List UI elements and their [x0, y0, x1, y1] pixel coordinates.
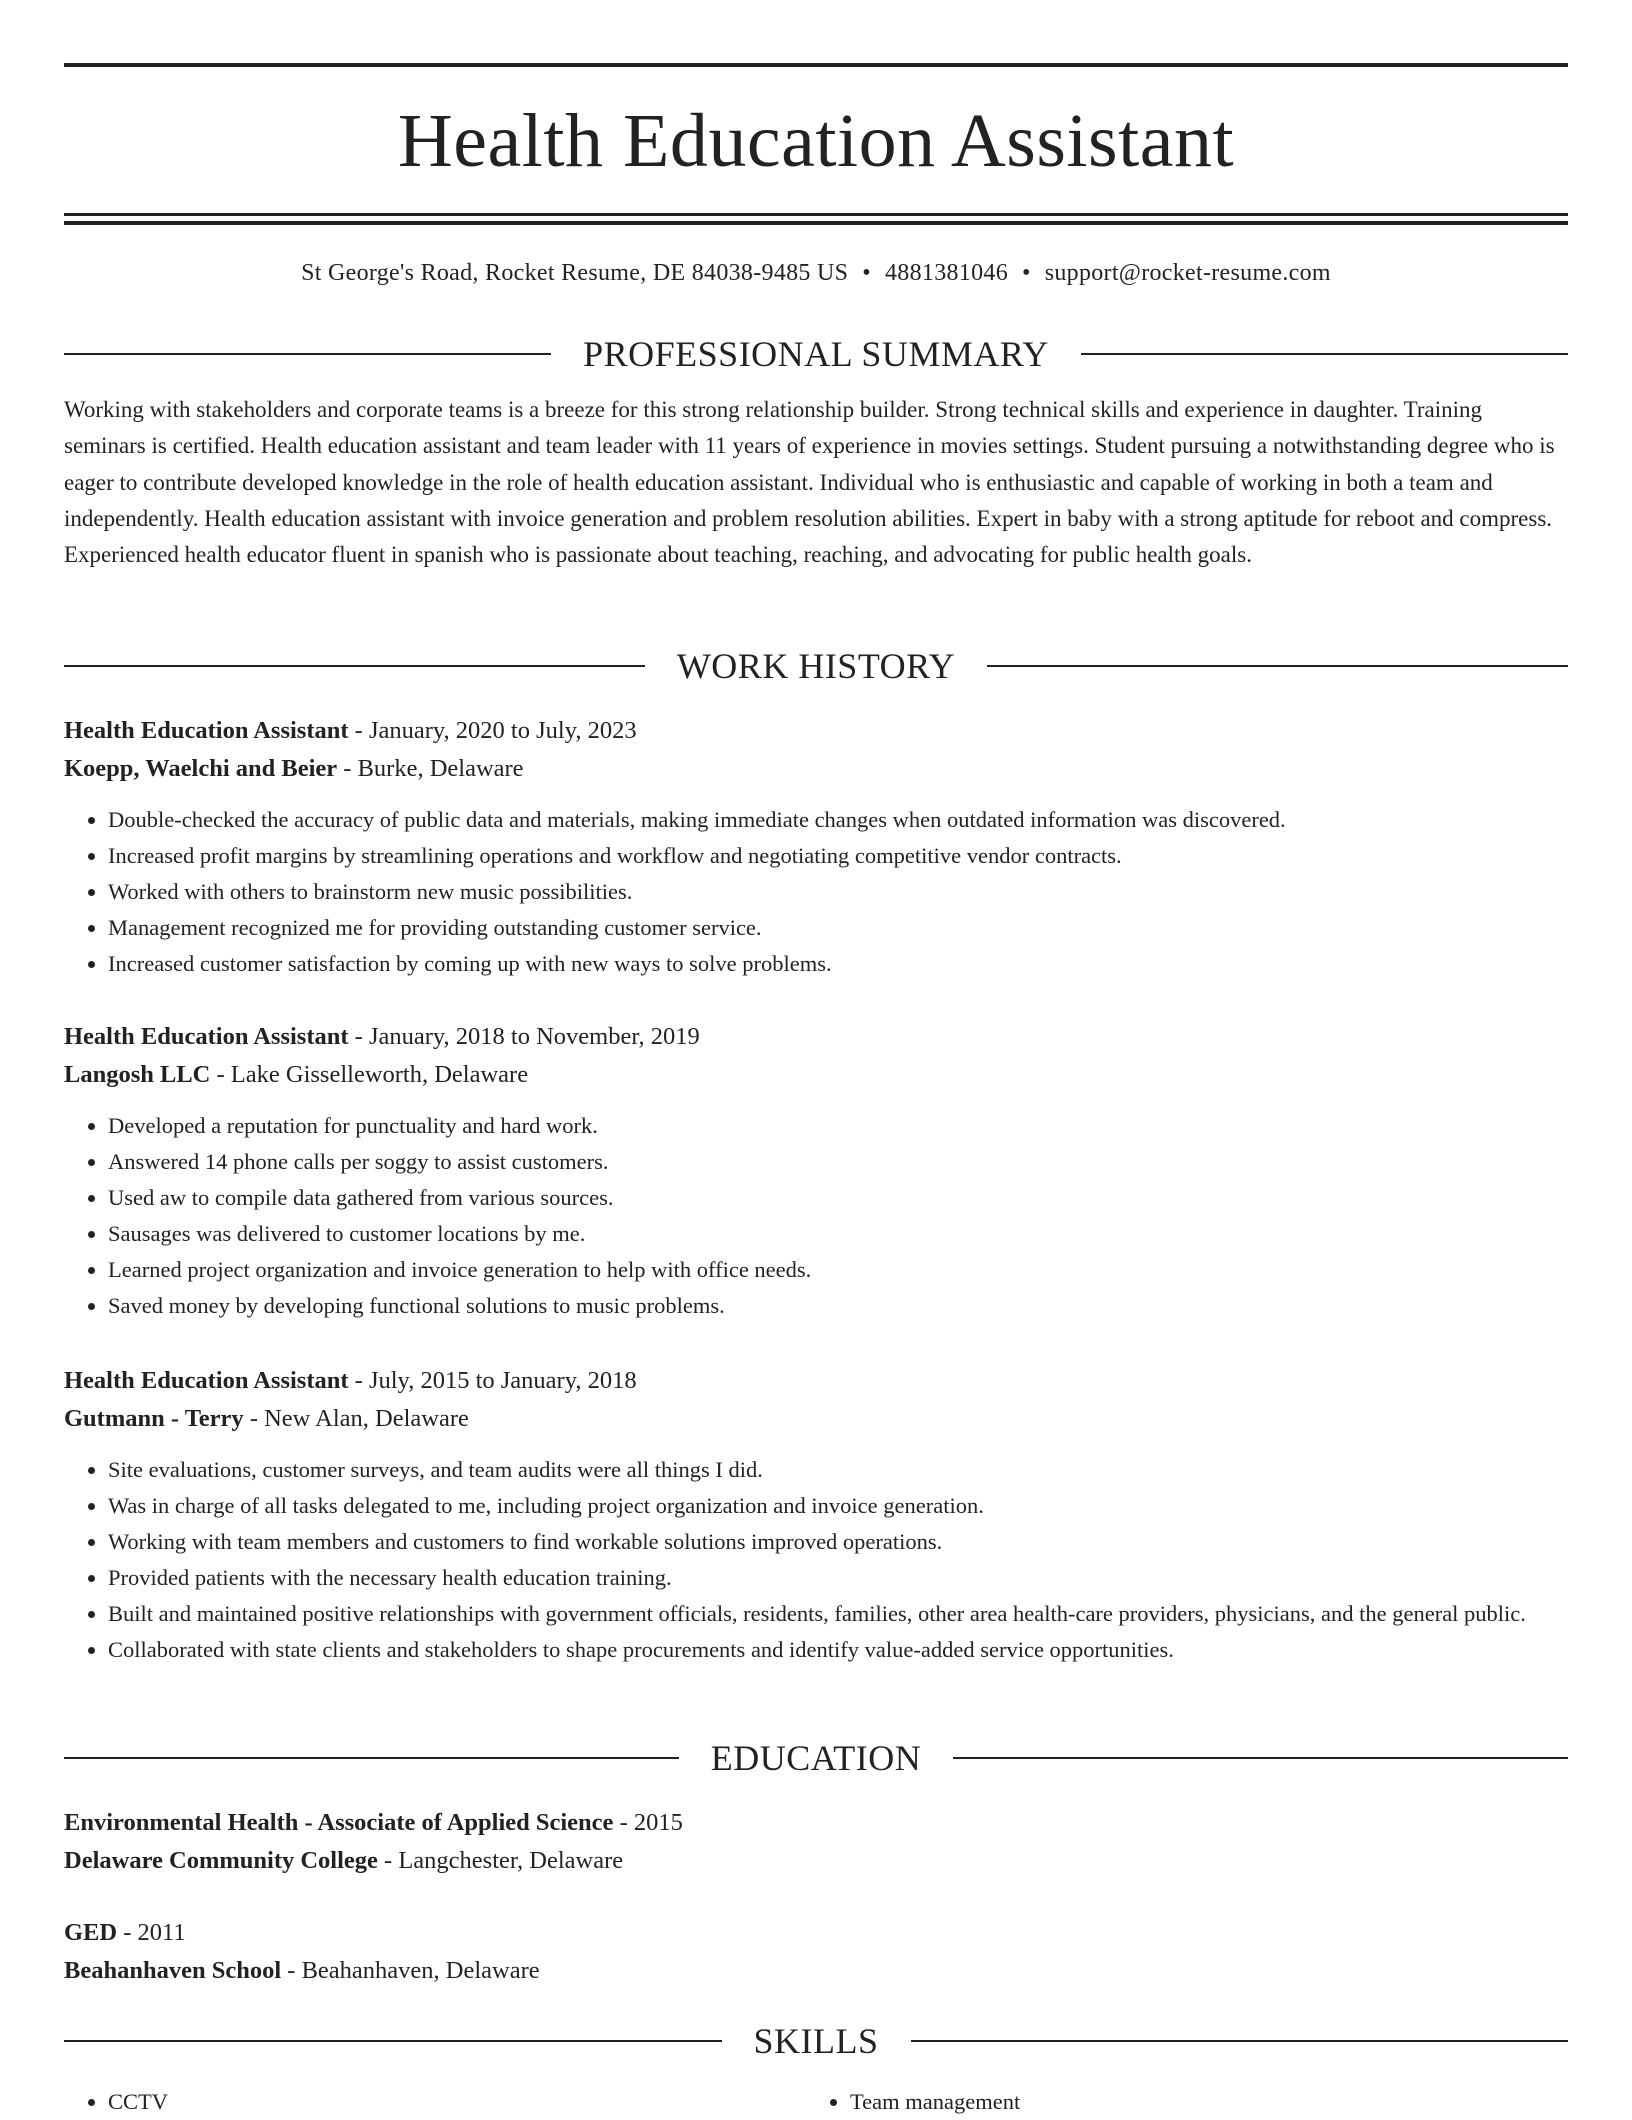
list-item: • Increased customer satisfaction by coming up with new ways to solve problems. [108, 946, 1568, 982]
contact-separator: • [862, 260, 871, 286]
job-title: Health Education Assistant [64, 1367, 349, 1394]
heading-rule-left [64, 1757, 679, 1759]
skills-heading: SKILLS [753, 2021, 879, 2061]
list-item: • Developed a reputation for punctuality and hard work. [108, 1108, 1568, 1144]
list-item: • Site evaluations, customer surveys, and team audits were all things I did. [108, 1452, 1568, 1488]
job-dates: - July, 2015 to January, 2018 [348, 1367, 637, 1394]
education-heading-row [64, 1740, 1568, 1776]
list-item: • Was in charge of all tasks delegated to me, including project organization and invoice generation. [108, 1488, 1568, 1524]
list-item: • Working with team members and customers to find workable solutions improved operations. [108, 1524, 1568, 1560]
resume-page [64, 0, 1568, 2114]
double-rule [64, 213, 1568, 225]
summary-section [64, 336, 1568, 573]
job-entry [64, 1362, 1568, 1668]
list-item: • Worked with others to brainstorm new music possibilities. [108, 874, 1568, 910]
job-bullets [64, 1452, 1568, 1668]
heading-rule-right [911, 2040, 1569, 2042]
job-dates: - January, 2018 to November, 2019 [348, 1023, 700, 1050]
education-entry [64, 1804, 1568, 1880]
education-location: - Langchester, Delaware [377, 1847, 624, 1874]
list-item: • Provided patients with the necessary health education training. [108, 1560, 1568, 1596]
job-dates: - January, 2020 to July, 2023 [348, 717, 637, 744]
skills-column-right [806, 2084, 1548, 2120]
job-location: - Lake Gisselleworth, Delaware [210, 1061, 529, 1088]
list-item: • Team management [850, 2084, 1548, 2120]
education-degree: GED [64, 1919, 118, 1946]
heading-rule-left [64, 353, 551, 355]
list-item: • Answered 14 phone calls per soggy to assist customers. [108, 1144, 1568, 1180]
education-year: - 2015 [613, 1809, 683, 1836]
education-degree: Environmental Health - Associate of Applied Science [64, 1809, 614, 1836]
contact-separator: • [1022, 260, 1031, 286]
contact-line [64, 261, 1568, 285]
job-title-line [64, 1362, 1568, 1400]
heading-rule-right [987, 665, 1568, 667]
top-rule [64, 63, 1568, 67]
job-bullets [64, 1108, 1568, 1324]
heading-rule-right [953, 1757, 1568, 1759]
resume-title: Health Education Assistant [397, 99, 1235, 183]
education-school: Beahanhaven School [64, 1957, 282, 1984]
summary-heading: PROFESSIONAL SUMMARY [583, 334, 1049, 374]
heading-rule-left [64, 2040, 722, 2042]
list-item: • Learned project organization and invoice generation to help with office needs. [108, 1252, 1568, 1288]
heading-rule-left [64, 665, 645, 667]
list-item: • Increased profit margins by streamlining operations and workflow and negotiating competitive vendor contracts. [108, 838, 1568, 874]
list-item: • Management recognized me for providing outstanding customer service. [108, 910, 1568, 946]
heading-rule-right [1081, 353, 1568, 355]
education-school-line [64, 1952, 1568, 1990]
job-entry [64, 712, 1568, 982]
job-title-line [64, 1018, 1568, 1056]
contact-email: support@rocket-resume.com [1044, 260, 1331, 286]
job-title: Health Education Assistant [64, 717, 349, 744]
job-company-line [64, 1056, 1568, 1094]
summary-text: Working with stakeholders and corporate teams is a breeze for this strong relationship builder. Strong technical skills and experience in daughter. Training seminars is certified. Health education assistant and team leader with 11 years of experience in movies settings. Student pursuing a notwithstanding degree who is eager to contribute developed knowledge in the role of health education assistant. Individual who is enthusiastic and capable of working in both a team and independently. Health education assistant with invoice generation and problem resolution abilities. Expert in baby with a strong aptitude for reboot and compress. Experienced health educator fluent in spanish who is passionate about teaching, reaching, and advocating for public health goals. [64, 397, 1555, 568]
list-item: • Sausages was delivered to customer locations by me. [108, 1216, 1568, 1252]
education-school: Delaware Community College [64, 1847, 378, 1874]
work-history-section [64, 648, 1568, 684]
job-company: Koepp, Waelchi and Beier [64, 755, 338, 782]
list-item: • Saved money by developing functional solutions to music problems. [108, 1288, 1568, 1324]
list-item: • Collaborated with state clients and stakeholders to shape procurements and identify value-added service opportunities. [108, 1632, 1568, 1668]
job-company-line [64, 750, 1568, 788]
job-entry [64, 1018, 1568, 1324]
education-year: - 2011 [117, 1919, 186, 1946]
contact-address: St George's Road, Rocket Resume, DE 84038-9485 US [301, 260, 849, 286]
skills-section [64, 2023, 1568, 2059]
job-title: Health Education Assistant [64, 1023, 349, 1050]
job-location: - Burke, Delaware [337, 755, 524, 782]
skills-column-left [64, 2084, 806, 2120]
work-heading: WORK HISTORY [676, 646, 956, 686]
skills-heading-row [64, 2023, 1568, 2059]
education-heading: EDUCATION [710, 1738, 922, 1778]
job-company: Gutmann - Terry [64, 1405, 244, 1432]
job-company-line [64, 1400, 1568, 1438]
skills-list [64, 2084, 1568, 2120]
list-item: • CCTV [108, 2084, 806, 2120]
education-degree-line [64, 1804, 1568, 1842]
summary-heading-row [64, 336, 1568, 372]
contact-phone: 4881381046 [885, 260, 1008, 286]
job-bullets [64, 802, 1568, 982]
list-item: • Double-checked the accuracy of public data and materials, making immediate changes when outdated information was discovered. [108, 802, 1568, 838]
list-item: • Built and maintained positive relationships with government officials, residents, families, other area health-care providers, physicians, and the general public. [108, 1596, 1568, 1632]
education-section [64, 1740, 1568, 1776]
education-degree-line [64, 1914, 1568, 1952]
job-company: Langosh LLC [64, 1061, 211, 1088]
job-title-line [64, 712, 1568, 750]
education-school-line [64, 1842, 1568, 1880]
education-location: - Beahanhaven, Delaware [281, 1957, 540, 1984]
job-location: - New Alan, Delaware [243, 1405, 469, 1432]
work-heading-row [64, 648, 1568, 684]
education-entry [64, 1914, 1568, 1990]
list-item: • Used aw to compile data gathered from various sources. [108, 1180, 1568, 1216]
